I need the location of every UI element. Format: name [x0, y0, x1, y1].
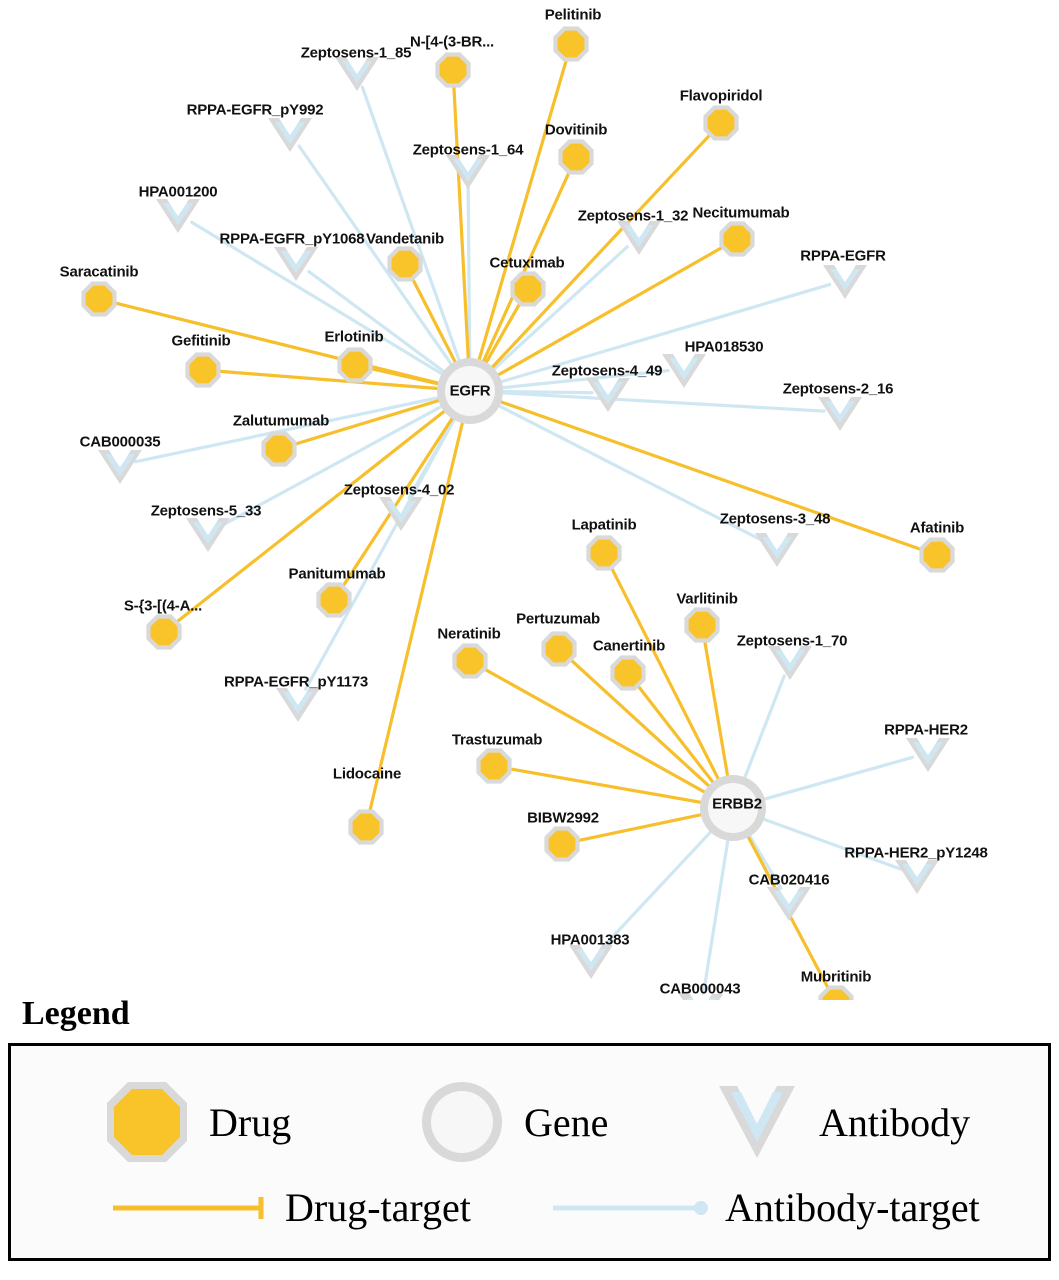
drug-node-label: Lapatinib	[571, 516, 637, 534]
drug-target-edge-icon	[111, 1193, 271, 1223]
antibody-node-label: Zeptosens-1_85	[300, 44, 412, 62]
drug-node[interactable]	[348, 809, 383, 844]
antibody-node[interactable]	[379, 497, 423, 531]
antibody-node-label: CAB020416	[748, 871, 830, 889]
gene-icon	[416, 1076, 508, 1168]
antibody-node[interactable]	[569, 945, 613, 979]
antibody-node[interactable]	[755, 533, 799, 567]
drug-node[interactable]	[81, 281, 116, 316]
drug-node[interactable]	[703, 105, 738, 140]
drug-node-label: Mubritinib	[800, 968, 872, 986]
antibody-node[interactable]	[823, 265, 867, 299]
legend-item-drug	[101, 1076, 291, 1168]
drug-node-body	[266, 436, 293, 463]
legend-label-antibody: Antibody	[819, 1099, 971, 1145]
drug-node-body	[549, 831, 576, 858]
antibody-node-label: RPPA-EGFR_pY1173	[223, 673, 369, 691]
drug-node-label: Panitumumab	[288, 565, 386, 583]
antibody-node-label: Zeptosens-1_32	[577, 207, 689, 225]
drug-node-body	[558, 31, 585, 58]
drug-node-label: Dovitinib	[544, 121, 608, 139]
legend-item-drug-target	[111, 1184, 471, 1231]
antibody-node[interactable]	[156, 199, 200, 233]
antibody-node[interactable]	[586, 378, 630, 412]
drug-node-label: Varlitinib	[676, 590, 738, 608]
drug-node-body	[342, 352, 369, 379]
antibody-target-edge	[362, 87, 462, 368]
antibody-node[interactable]	[767, 887, 811, 921]
antibody-target-edge	[494, 392, 824, 411]
antibody-node-label: Zeptosens-4_02	[343, 481, 455, 499]
antibody-node-label: Zeptosens-5_33	[150, 502, 262, 520]
drug-node-body	[392, 251, 419, 278]
drug-node-body	[591, 540, 618, 567]
drug-node[interactable]	[435, 52, 470, 87]
drug-node[interactable]	[586, 535, 621, 570]
drug-node-body	[515, 276, 542, 303]
drug-node-label: Pelitinib	[544, 6, 602, 24]
drug-node-label: Cetuximab	[489, 254, 565, 272]
antibody-node-label: RPPA-EGFR_pY1068	[219, 230, 365, 248]
antibody-node-label: HPA018530	[684, 338, 764, 356]
antibody-target-edge	[602, 826, 717, 949]
drug-node[interactable]	[719, 221, 754, 256]
legend-label-antibody-target: Antibody-target	[725, 1185, 980, 1230]
drug-target-edge	[454, 86, 469, 367]
antibody-target-edge	[306, 412, 459, 689]
drug-node-label: N-[4-(3-BR...	[409, 33, 495, 51]
drug-node-label: Trastuzumab	[451, 731, 543, 749]
drug-node-label: Afatinib	[909, 519, 965, 537]
drug-target-edge	[343, 411, 457, 586]
drug-node[interactable]	[337, 347, 372, 382]
drug-node-label: Pertuzumab	[516, 610, 600, 628]
gene-node-label: ERBB2	[712, 795, 762, 813]
drug-node-label: Vandetanib	[365, 230, 445, 248]
drug-target-edge	[510, 769, 710, 804]
legend-label-drug: Drug	[209, 1099, 292, 1145]
drug-node[interactable]	[541, 631, 576, 666]
legend-label-gene: Gene	[524, 1099, 609, 1145]
legend-box	[8, 1043, 1051, 1261]
drug-node[interactable]	[610, 655, 645, 690]
drug-node[interactable]	[558, 139, 593, 174]
antibody-node-label: CAB000035	[79, 433, 161, 451]
antibody-node-label: Zeptosens-3_48	[719, 510, 831, 528]
antibody-node-label: RPPA-EGFR_pY992	[186, 101, 324, 119]
drug-node-body	[563, 144, 590, 171]
antibody-node[interactable]	[268, 118, 312, 152]
drug-node-label: Lidocaine	[332, 765, 402, 783]
drug-node-body	[689, 612, 716, 639]
antibody-node[interactable]	[335, 57, 379, 91]
antibody-node[interactable]	[186, 518, 230, 552]
drug-node-label: Saracatinib	[59, 263, 139, 281]
legend	[8, 995, 1051, 1261]
antibody-node-label: CAB000043	[659, 980, 741, 998]
drug-node-label: Flavopiridol	[679, 87, 763, 105]
drug-node-label: Necitumumab	[692, 204, 790, 222]
drug-node-label: BIBW2992	[527, 809, 599, 827]
drug-node[interactable]	[185, 352, 220, 387]
legend-label-drug-target: Drug-target	[285, 1185, 471, 1230]
drug-node-body	[546, 636, 573, 663]
drug-node-body	[353, 814, 380, 841]
antibody-node[interactable]	[276, 688, 320, 722]
drug-icon	[101, 1076, 193, 1168]
antibody-target-edge	[756, 816, 902, 869]
legend-item-gene	[416, 1076, 608, 1168]
legend-shape-row	[11, 1058, 1048, 1168]
drug-node[interactable]	[452, 643, 487, 678]
antibody-icon	[711, 1076, 803, 1168]
drug-node-body	[440, 57, 467, 84]
antibody-target-edge	[756, 757, 913, 801]
drug-node-body	[321, 587, 348, 614]
drug-target-edge	[219, 371, 446, 389]
antibody-target-edge-icon	[551, 1193, 711, 1223]
drug-node[interactable]	[316, 582, 351, 617]
drug-node-body	[615, 660, 642, 687]
antibody-target-edge	[742, 676, 785, 786]
drug-node[interactable]	[544, 826, 579, 861]
drug-node[interactable]	[553, 26, 588, 61]
drug-target-edge	[705, 641, 729, 785]
drug-node-label: Zalutumumab	[232, 412, 330, 430]
antibody-node-label: Zeptosens-2_16	[782, 380, 894, 398]
antibody-node[interactable]	[895, 860, 939, 894]
antibody-target-edge	[704, 832, 730, 993]
drug-node-body	[924, 542, 951, 569]
antibody-node-label: HPA001200	[138, 183, 218, 201]
drug-node[interactable]	[684, 607, 719, 642]
antibody-node[interactable]	[98, 450, 142, 484]
antibody-node[interactable]	[768, 646, 812, 680]
antibody-node-label: Zeptosens-1_70	[736, 632, 848, 650]
antibody-target-edge	[309, 272, 451, 377]
drug-node[interactable]	[510, 271, 545, 306]
drug-node[interactable]	[387, 246, 422, 281]
drug-node-label: Neratinib	[437, 625, 501, 643]
antibody-node[interactable]	[818, 397, 862, 431]
drug-node-label: Canertinib	[592, 637, 666, 655]
drug-node-body	[457, 648, 484, 675]
drug-node[interactable]	[261, 431, 296, 466]
drug-target-edge	[493, 399, 922, 550]
drug-node-body	[481, 753, 508, 780]
antibody-node-label: Zeptosens-4_49	[551, 362, 663, 380]
drug-node[interactable]	[919, 537, 954, 572]
drug-node-label: Gefitinib	[171, 332, 231, 350]
drug-node[interactable]	[476, 748, 511, 783]
legend-title: Legend	[22, 995, 130, 1032]
antibody-node-label: RPPA-EGFR	[800, 247, 886, 265]
drug-node-body	[708, 110, 735, 137]
drug-target-edge	[477, 59, 567, 368]
antibody-node[interactable]	[906, 738, 950, 772]
gene-node-label: EGFR	[449, 382, 491, 400]
antibody-node-label: HPA001383	[550, 931, 630, 949]
drug-node-body	[190, 357, 217, 384]
legend-edge-row	[11, 1184, 1048, 1254]
antibody-node-label: RPPA-HER2_pY1248	[844, 844, 988, 862]
legend-item-antibody-target	[551, 1184, 980, 1231]
drug-node-body	[86, 286, 113, 313]
legend-item-antibody	[711, 1076, 970, 1168]
drug-node-label: S-{3-[(4-A...	[123, 597, 203, 615]
antibody-node[interactable]	[446, 155, 490, 189]
antibody-node-label: Zeptosens-1_64	[412, 141, 524, 159]
antibody-node-label: RPPA-HER2	[884, 721, 968, 739]
drug-node-body	[724, 226, 751, 253]
drug-node[interactable]	[146, 614, 181, 649]
drug-node-label: Erlotinib	[324, 328, 384, 346]
drug-node-body	[151, 619, 178, 646]
